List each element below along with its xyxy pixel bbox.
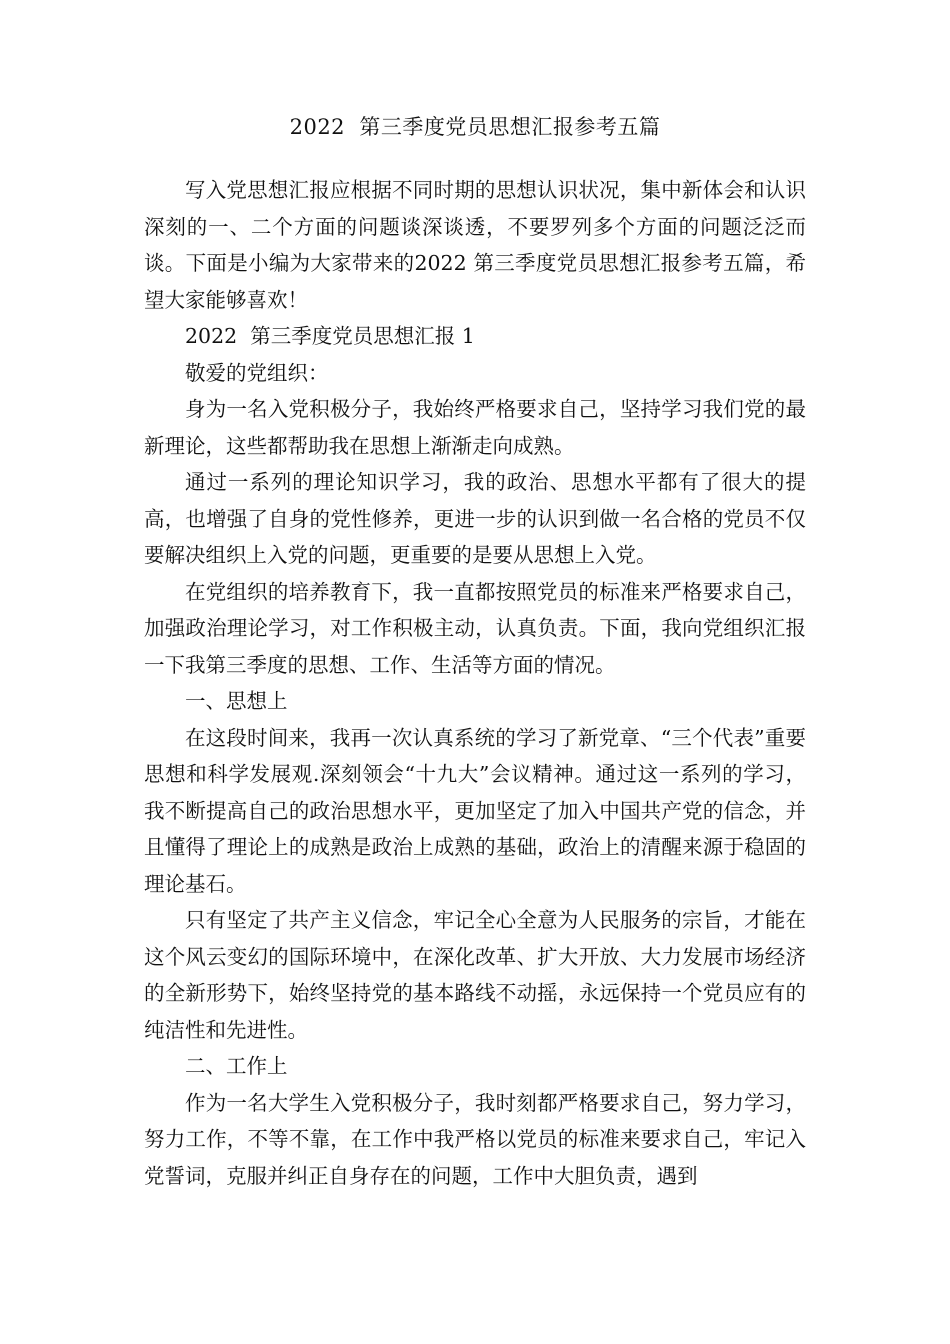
document-body xyxy=(144,172,806,1194)
body-paragraph: 在党组织的培养教育下，我一直都按照党员的标准来严格要求自己，加强政治理论学习，对工作积极主动，认真负责。下面，我向党组织汇报一下我第三季度的思想、工作、生活等方面的情况。 xyxy=(144,579,806,677)
body-paragraph: 身为一名入党积极分子，我始终严格要求自己，坚持学习我们党的最新理论，这些都帮助我在思想上渐渐走向成熟。 xyxy=(144,397,806,458)
body-paragraph: 只有坚定了共产主义信念，牢记全心全意为人民服务的宗旨，才能在这个风云变幻的国际环境中，在深化改革、扩大开放、大力发展市场经济的全新形势下，始终坚持党的基本路线不动摇，永远保持一个党员应有的纯洁性和先进性。 xyxy=(144,908,806,1042)
document-title: 2022 第三季度党员思想汇报参考五篇 xyxy=(289,115,661,139)
body-paragraph: 通过一系列的理论知识学习，我的政治、思想水平都有了很大的提高，也增强了自身的党性修养，更进一步的认识到做一名合格的党员不仅要解决组织上入党的问题，更重要的是要从思想上入党。 xyxy=(144,470,806,567)
section-heading-report-1: 2022 第三季度党员思想汇报 1 xyxy=(185,324,475,348)
body-paragraph: 作为一名大学生入党积极分子，我时刻都严格要求自己，努力学习，努力工作，不等不靠，在工作中我严格以党员的标准来要求自己，牢记入党誓词，克服并纠正自身存在的问题，工作中大胆负责，遇到 xyxy=(144,1090,806,1188)
subheading-work: 二、工作上 xyxy=(185,1054,288,1078)
subheading-thought: 一、思想上 xyxy=(185,689,288,713)
intro-paragraph: 写入党思想汇报应根据不同时期的思想认识状况，集中新体会和认识深刻的一、二个方面的问题谈深谈透，不要罗列多个方面的问题泛泛而谈。下面是小编为大家带来的2022 第三季度党员思想汇报参考五篇，希望大家能够喜欢！ xyxy=(144,178,806,312)
salutation: 敬爱的党组织： xyxy=(185,360,329,385)
body-paragraph: 在这段时间来，我再一次认真系统的学习了新党章、“三个代表”重要思想和科学发展观.深刻领会“十九大”会议精神。通过这一系列的学习，我不断提高自己的政治思想水平，更加坚定了加入中国共产党的信念，并且懂得了理论上的成熟是政治上成熟的基础，政治上的清醒来源于稳固的理论基石。 xyxy=(144,725,806,896)
